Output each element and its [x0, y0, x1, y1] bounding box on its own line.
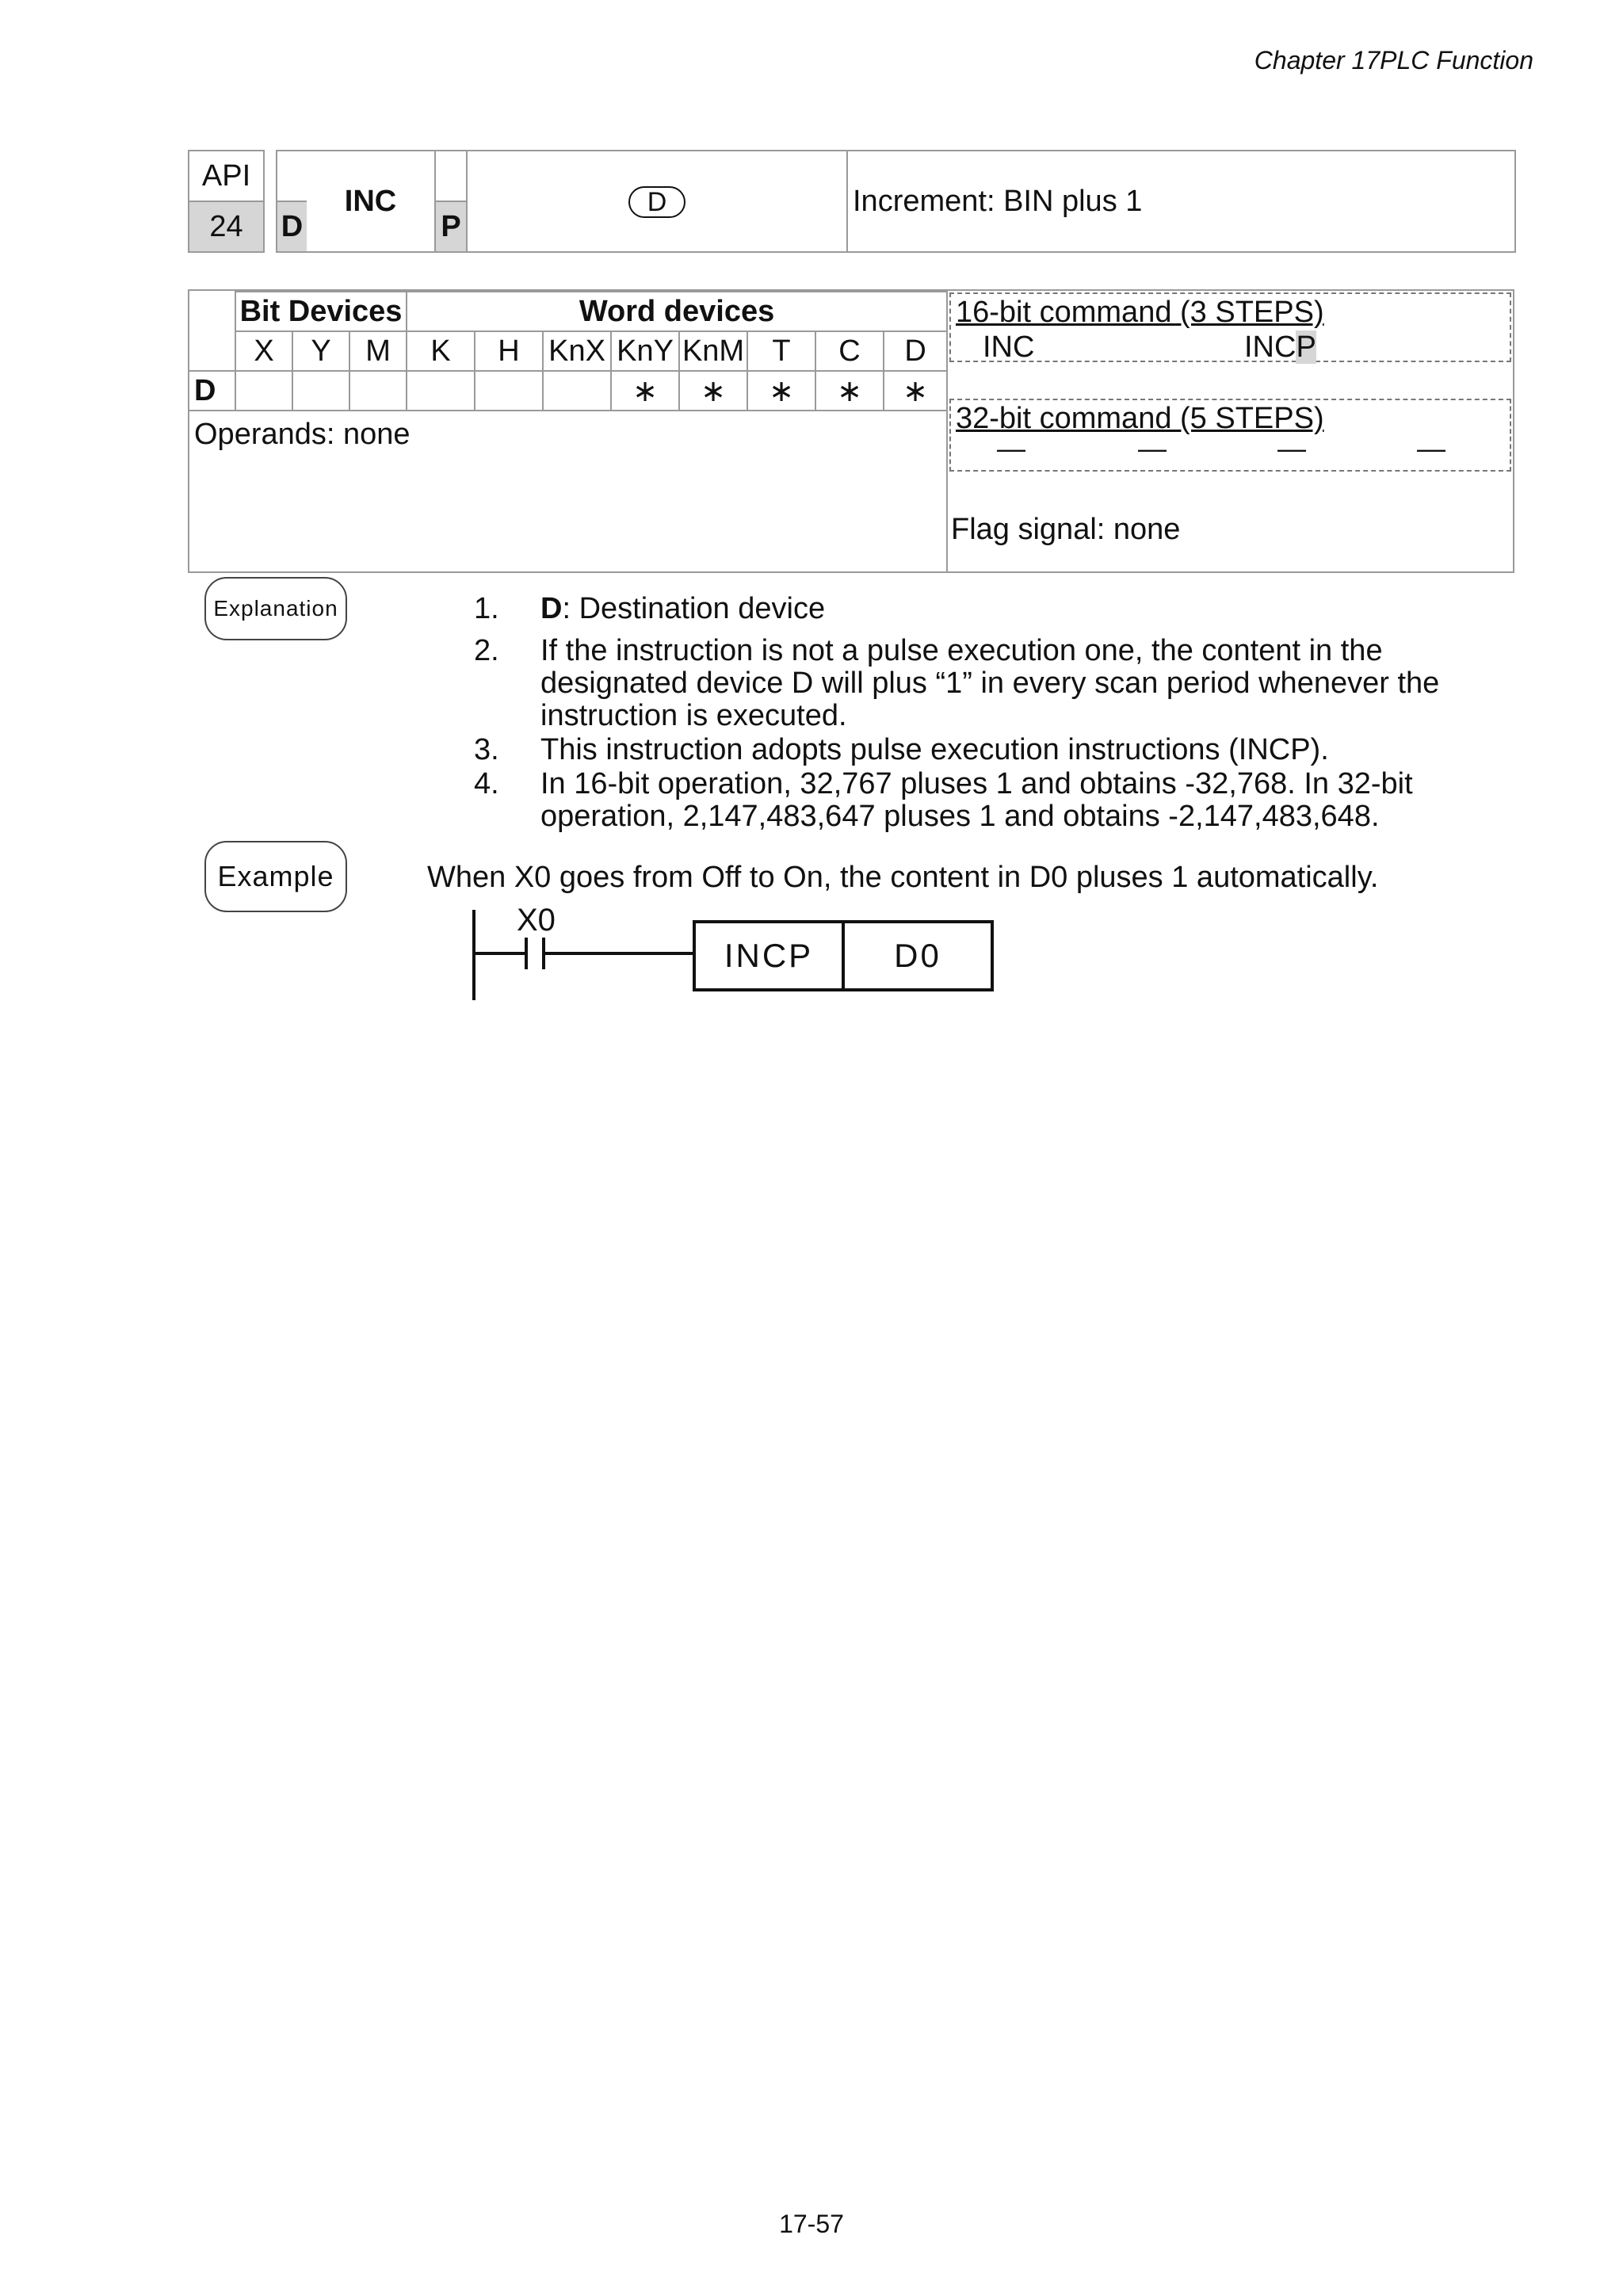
operand-box: D: [628, 186, 686, 218]
cmd32-value: —: [1417, 432, 1445, 464]
cmd32-value: —: [997, 432, 1025, 464]
page-number: 17-57: [779, 2210, 844, 2238]
instruction-description: Increment: BIN plus 1: [847, 151, 1515, 252]
list-item: 3. This instruction adopts pulse execution instructions (INCP).: [474, 733, 1329, 766]
explanation-tag: Explanation: [204, 577, 347, 640]
device-table: [188, 289, 1514, 573]
column-header: X: [235, 331, 292, 371]
device-cell: [475, 371, 543, 411]
device-cell: ∗: [747, 371, 815, 411]
column-header: C: [815, 331, 884, 371]
cmd32-box: [949, 399, 1511, 472]
list-item: 4. In 16-bit operation, 32,767 pluses 1 and obtains -32,768. In 32-bit operation, 2,147,483,647 pluses 1 and obtains -2,147,483,648.: [474, 767, 1413, 833]
device-cell: ∗: [815, 371, 884, 411]
row-label: D: [189, 371, 235, 411]
d-flag: D: [277, 201, 307, 252]
device-cell: ∗: [611, 371, 679, 411]
instruction-header-table: [188, 150, 1516, 253]
chapter-header: Chapter 17PLC Function: [1254, 46, 1533, 74]
cmd16-inc: INC: [983, 330, 1035, 364]
flag-signal: Flag signal: none: [951, 513, 1181, 546]
column-header: KnM: [679, 331, 747, 371]
operands-note: Operands: none: [194, 418, 411, 451]
column-header: M: [349, 331, 407, 371]
device-cell: ∗: [679, 371, 747, 411]
example-text: When X0 goes from Off to On, the content in D0 pluses 1 automatically.: [427, 861, 1379, 894]
cmd32-value: —: [1138, 432, 1167, 464]
device-cell: [349, 371, 407, 411]
device-cell: [292, 371, 349, 411]
cmd16-box: [949, 292, 1511, 362]
device-grid: [189, 291, 946, 411]
column-header: T: [747, 331, 815, 371]
cmd32-title: 32-bit command (5 STEPS): [956, 402, 1324, 435]
device-cell: [235, 371, 292, 411]
list-item: 2. If the instruction is not a pulse execution one, the content in the designated device D will plus “1” in every scan period whenever the instruction is executed.: [474, 634, 1440, 732]
cmd16-title: 16-bit command (3 STEPS): [956, 296, 1324, 329]
example-tag: Example: [204, 841, 347, 912]
command-panel: [946, 291, 1514, 571]
api-label: API: [189, 151, 264, 201]
ladder-instruction: INCP: [724, 937, 814, 974]
cmd32-value: —: [1277, 432, 1306, 464]
device-cell: [543, 371, 611, 411]
ladder-operand: D0: [894, 937, 941, 974]
column-header: Y: [292, 331, 349, 371]
column-header: H: [475, 331, 543, 371]
list-item: 1. D: Destination device: [474, 592, 826, 625]
instruction-mnemonic: INC: [307, 151, 435, 252]
api-number: 24: [189, 201, 264, 252]
column-header: KnX: [543, 331, 611, 371]
bit-devices-header: Bit Devices: [235, 292, 407, 331]
contact-label: X0: [517, 904, 556, 938]
column-header: KnY: [611, 331, 679, 371]
cmd16-incp: INCP: [1244, 330, 1316, 364]
explanation-list: [474, 593, 1528, 833]
column-header: K: [407, 331, 475, 371]
device-cell: ∗: [884, 371, 946, 411]
p-flag: P: [435, 201, 467, 252]
column-header: D: [884, 331, 946, 371]
ladder-diagram: [468, 904, 1006, 1007]
device-cell: [407, 371, 475, 411]
word-devices-header: Word devices: [407, 292, 946, 331]
